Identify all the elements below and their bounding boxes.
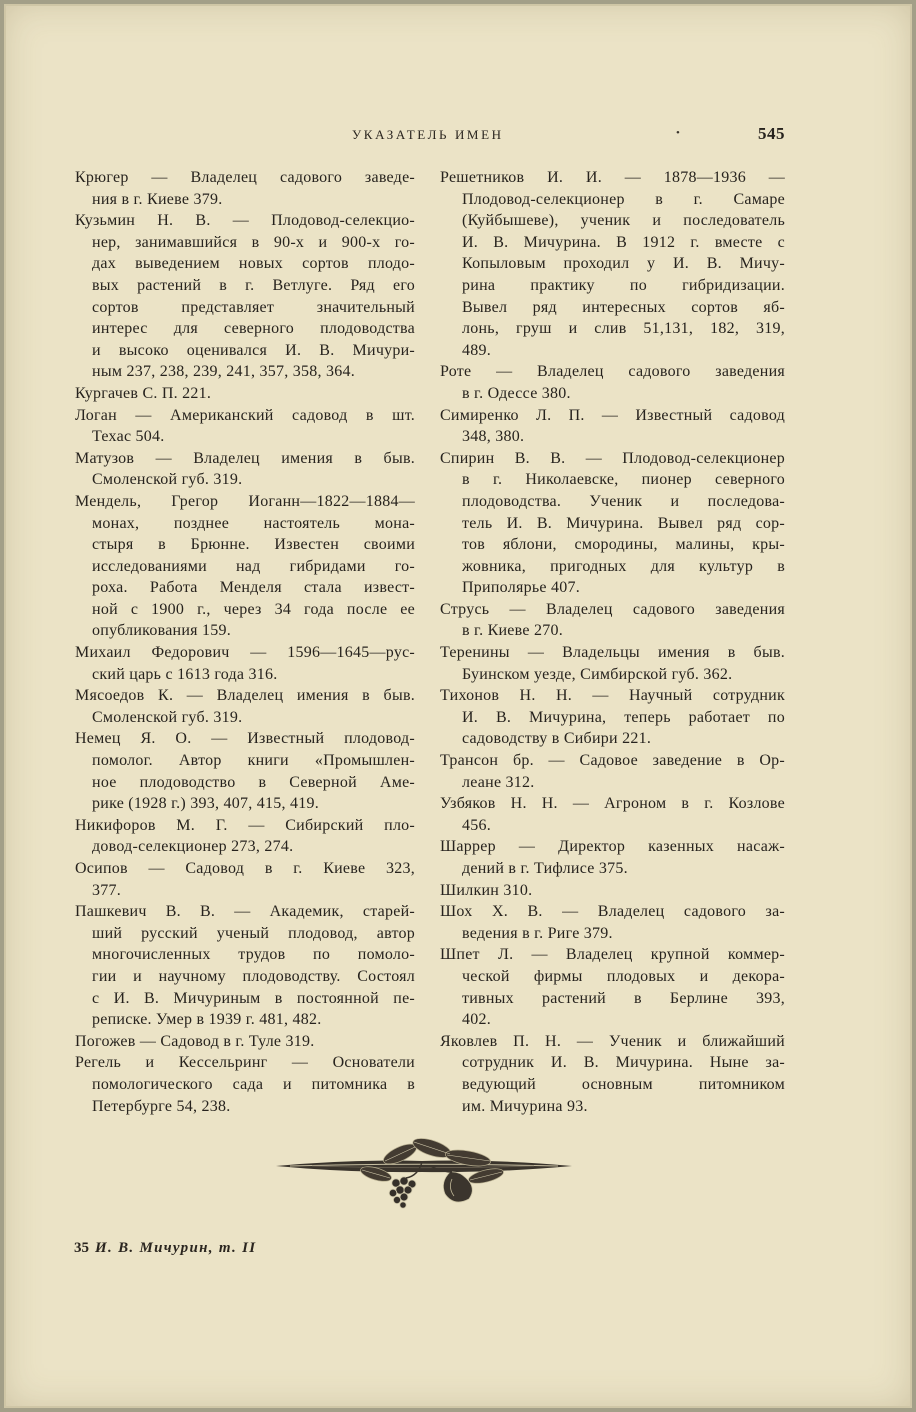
entry-line: вых растений в г. Ветлуге. Ряд его (92, 276, 415, 294)
entry-line: ский царь с 1613 года 316. (92, 665, 278, 683)
entry-heading-line: Шох Х. В. — Владелец садового за- (440, 903, 785, 921)
entry-heading-line: Струсь — Владелец садового заведения (440, 600, 785, 618)
entry-line: интерес для северного плодоводства (92, 320, 415, 338)
index-entry (75, 815, 415, 858)
entry-heading-line: Погожев — Садовод в г. Туле 319. (75, 1032, 315, 1050)
index-entry (75, 448, 415, 491)
entry-line: помологического сада и питомника в (92, 1075, 415, 1093)
floral-ornament-icon (272, 1132, 576, 1212)
page-number: 545 (758, 124, 785, 143)
right-column (440, 167, 785, 1117)
entry-line: ной с 1900 г., через 34 года после ее (92, 600, 415, 618)
entry-line: в г. Киеве 270. (462, 622, 563, 640)
entry-heading-line: Крюгер — Владелец садового заведе- (75, 169, 415, 186)
entry-line: им. Мичурина 93. (462, 1097, 588, 1115)
entry-line: тов яблони, смородины, малины, кры- (462, 536, 785, 554)
entry-line: Копыловым проходил у И. В. Мичу- (462, 255, 785, 273)
entry-line: сотрудник И. В. Мичурина. Ныне за- (462, 1054, 785, 1072)
index-entry (440, 836, 785, 879)
index-entry (440, 901, 785, 944)
running-head-title: УКАЗАТЕЛЬ ИМЕН (352, 127, 504, 142)
entry-heading-line: Михаил Федорович — 1596—1645—рус- (75, 644, 415, 662)
entry-heading-line: Кузьмин Н. В. — Плодовод-селекцио- (75, 212, 415, 230)
left-column (75, 167, 415, 1117)
entry-line: Приполярье 407. (462, 579, 580, 597)
entry-line: рике (1928 г.) 393, 407, 415, 419. (92, 795, 319, 813)
entry-line: стыря в Брюнне. Известен своими (92, 536, 415, 554)
entry-line: 489. (462, 341, 491, 359)
book-title: И. В. Мичурин, т. II (95, 1240, 257, 1256)
entry-heading-line: Трансон бр. — Садовое заведение в Ор- (440, 752, 785, 770)
index-entry (75, 642, 415, 685)
entry-line: плодоводства. Ученик и последова- (462, 492, 785, 510)
entry-heading-line: Пашкевич В. В. — Академик, старей- (75, 903, 415, 921)
entry-line: ший русский ученый плодовод, автор (92, 924, 415, 942)
entry-line: Вывел ряд интересных сортов яб- (462, 298, 785, 316)
index-entry (75, 858, 415, 901)
entry-line: тель И. В. Мичурина. Вывел ряд сор- (462, 514, 785, 532)
entry-line: ным 237, 238, 239, 241, 357, 358, 364. (92, 363, 355, 381)
entry-heading-line: Узбяков Н. Н. — Агроном в г. Козлове (440, 795, 785, 813)
entry-heading-line: Мясоедов К. — Владелец имения в быв. (75, 687, 415, 705)
index-entry (440, 361, 785, 404)
entry-line: И. В. Мичурина. В 1912 г. вместе с (462, 233, 785, 251)
entry-line: тивных растений в Берлине 393, (462, 989, 785, 1007)
entry-line: в г. Николаевске, пионер северного (462, 471, 785, 489)
entry-heading-line: Матузов — Владелец имения в быв. (75, 449, 415, 467)
entry-line: опубликования 159. (92, 622, 232, 640)
index-entry (440, 599, 785, 642)
entry-heading-line: Шилкин 310. (440, 881, 533, 899)
index-entry (75, 167, 415, 210)
entry-line: леане 312. (462, 773, 535, 791)
entry-line: Смоленской губ. 319. (92, 708, 243, 726)
entry-line: 377. (92, 881, 121, 899)
entry-heading-line: Кургачев С. П. 221. (75, 384, 212, 402)
entry-line: Плодовод-селекционер в г. Самаре (462, 190, 785, 208)
entry-line: И. В. Мичурина, теперь работает по (462, 708, 785, 726)
index-entry (75, 383, 415, 405)
entry-line: ческой фирмы плодовых и декора- (462, 967, 785, 985)
entry-heading-line: Немец Я. О. — Известный плодовод- (75, 730, 415, 748)
index-entry (75, 685, 415, 728)
entry-line: дений в г. Тифлисе 375. (462, 860, 628, 877)
entry-line: помолог. Автор книги «Промышлен- (92, 752, 415, 770)
entry-line: рина практику по гибридизации. (462, 276, 785, 294)
entry-line: ведующий основным питомником (462, 1075, 785, 1093)
entry-heading-line: Осипов — Садовод в г. Киеве 323, (75, 860, 415, 877)
entry-heading-line: Тихонов Н. Н. — Научный сотрудник (440, 687, 785, 705)
index-entry (440, 448, 785, 599)
index-entry (440, 944, 785, 1030)
entry-heading-line: Шпет Л. — Владелец крупной коммер- (440, 946, 785, 964)
entry-line: исследованиями над гибридами го- (92, 557, 415, 575)
index-entry (440, 750, 785, 793)
entry-line: жовника, пригодных для культур в (462, 557, 785, 575)
entry-heading-line: Симиренко Л. П. — Известный садовод (440, 406, 785, 424)
entry-line: сортов представляет значительный (92, 298, 415, 316)
entry-line: и высоко оценивался И. В. Мичури- (92, 341, 415, 359)
entry-line: ния в г. Киеве 379. (92, 190, 223, 208)
entry-line: с И. В. Мичуриным в постоянной пе- (92, 989, 415, 1007)
entry-line: Техас 504. (92, 428, 165, 446)
entry-heading-line: Регель и Кессельринг — Основатели (75, 1054, 415, 1072)
entry-heading-line: Логан — Американский садовод в шт. (75, 406, 415, 424)
index-entry (440, 642, 785, 685)
entry-line: многочисленных трудов по помоло- (92, 946, 415, 964)
entry-line: дах выведением новых сортов плодо- (92, 255, 415, 273)
index-entry (440, 685, 785, 750)
entry-line: 402. (462, 1011, 491, 1029)
entry-line: 348, 380. (462, 428, 525, 446)
footer-signature (74, 1238, 256, 1258)
index-entry (75, 901, 415, 1031)
entry-line: в г. Одессе 380. (462, 384, 571, 402)
entry-line: гии и научному плодоводству. Состоял (92, 967, 415, 985)
signature-number: 35 (74, 1240, 89, 1256)
entry-line: довод-селекционер 273, 274. (92, 838, 294, 856)
entry-heading-line: Роте — Владелец садового заведения (440, 363, 785, 381)
entry-heading-line: Никифоров М. Г. — Сибирский пло- (75, 816, 415, 834)
entry-heading-line: Теренины — Владельцы имения в быв. (440, 644, 785, 662)
index-entry (440, 1031, 785, 1117)
entry-heading-line: Мендель, Грегор Иоганн—1822—1884— (75, 492, 415, 510)
index-entry (440, 405, 785, 448)
entry-line: нер, занимавшийся в 90-х и 900-х го- (92, 233, 415, 251)
entry-line: роха. Работа Менделя стала извест- (92, 579, 415, 597)
entry-line: Буинском уезде, Симбирской губ. 362. (462, 665, 733, 683)
entry-heading-line: Решетников И. И. — 1878—1936 — (440, 169, 785, 186)
index-entry (440, 167, 785, 361)
index-entry (440, 880, 785, 902)
index-entry (75, 210, 415, 383)
index-entry (75, 405, 415, 448)
entry-line: лонь, груш и слив 51,131, 182, 319, (462, 320, 785, 338)
header-marker: • (676, 127, 680, 139)
index-entry (75, 1031, 415, 1053)
entry-line: 456. (462, 816, 491, 834)
index-entry (440, 793, 785, 836)
entry-line: садоводству в Сибири 221. (462, 730, 652, 748)
entry-line: монах, позднее настоятель мона- (92, 514, 415, 532)
entry-heading-line: Шаррер — Директор казенных насаж- (440, 838, 785, 856)
index-entry (75, 728, 415, 814)
index-entry (75, 491, 415, 642)
entry-line: ведения в г. Риге 379. (462, 924, 613, 942)
entry-line: Смоленской губ. 319. (92, 471, 243, 489)
entry-heading-line: Яковлев П. Н. — Ученик и ближайший (440, 1032, 785, 1050)
index-entry (75, 1052, 415, 1117)
entry-line: ное плодоводство в Северной Аме- (92, 773, 415, 791)
entry-line: (Куйбышеве), ученик и последователь (462, 212, 785, 230)
entry-heading-line: Спирин В. В. — Плодовод-селекционер (440, 449, 785, 467)
entry-line: реписке. Умер в 1939 г. 481, 482. (92, 1011, 322, 1029)
entry-line: Петербурге 54, 238. (92, 1097, 231, 1115)
